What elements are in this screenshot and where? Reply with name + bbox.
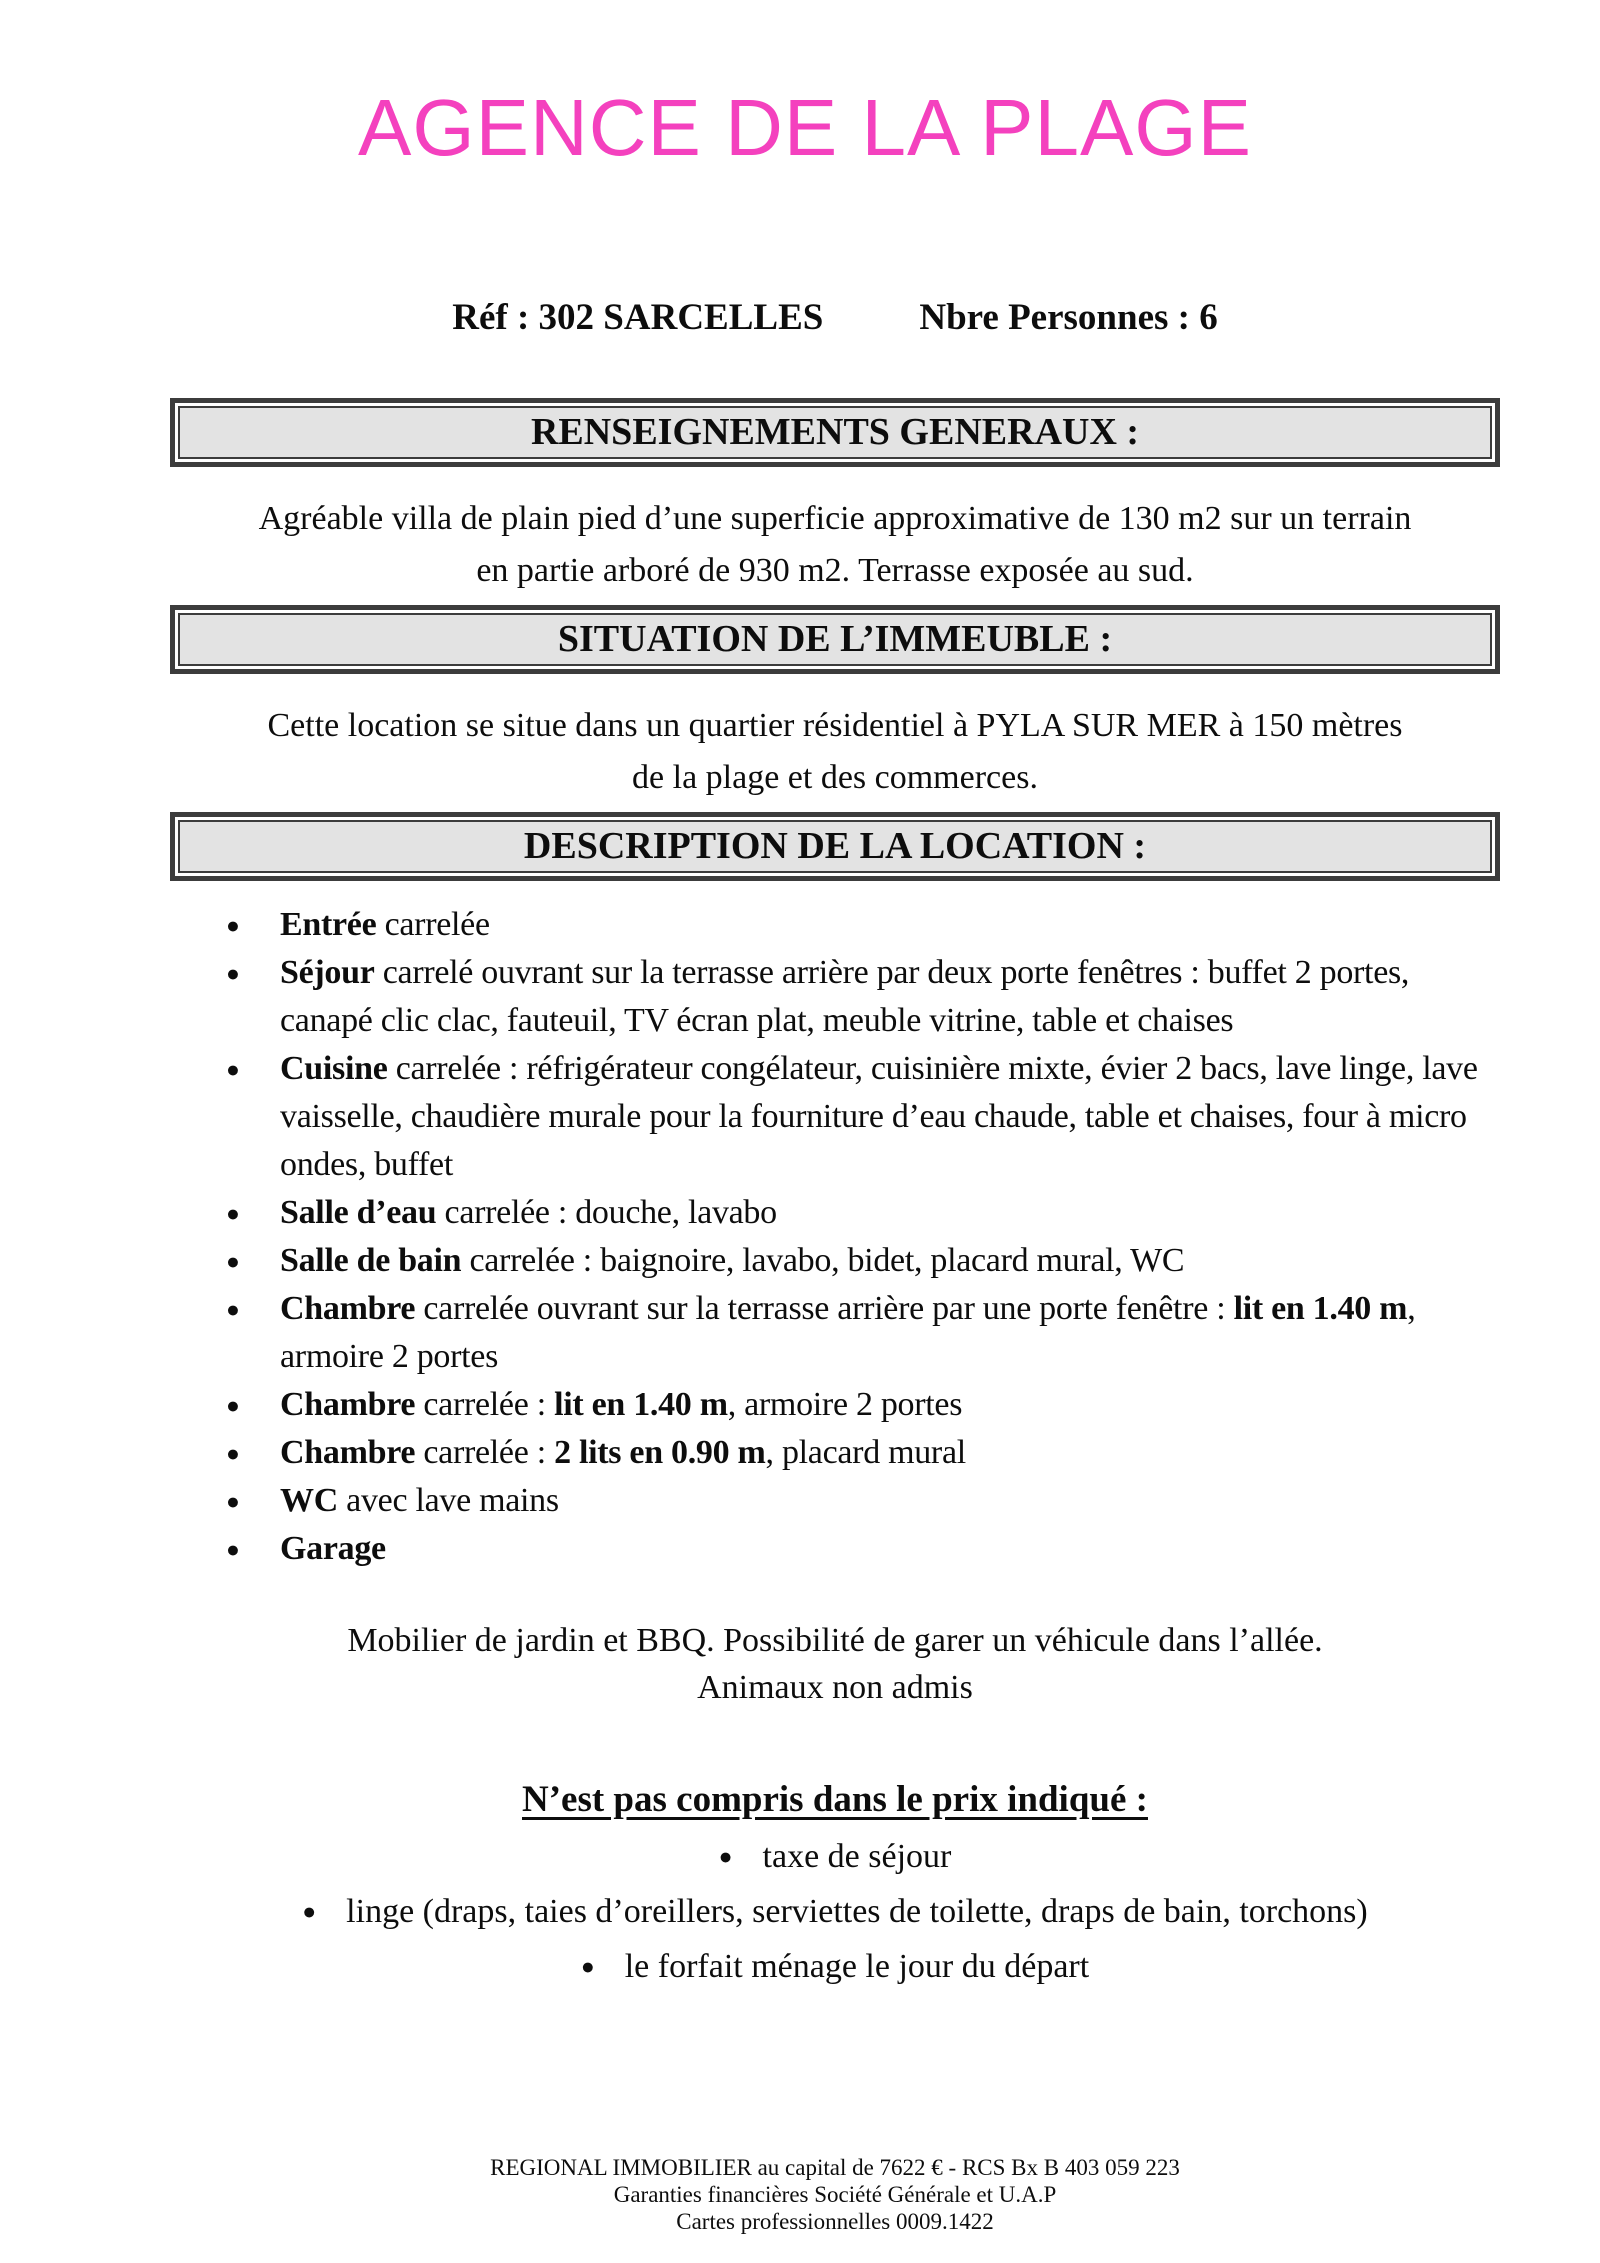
paragraph-line: en partie arboré de 930 m2. Terrasse exposée au sud. [476,552,1194,589]
not-included-list [170,1831,1500,1996]
description-list-item: ● Chambre carrelée : 2 lits en 0.90 m, placard mural [170,1429,1500,1477]
description-list-item: ● Entrée carrelée [170,901,1500,949]
paragraph-renseignements [170,493,1500,597]
section-heading-renseignements: RENSEIGNEMENTS GENERAUX : [170,398,1500,467]
section-heading-description: DESCRIPTION DE LA LOCATION : [170,812,1500,881]
description-list-item: ● Garage [170,1525,1500,1573]
description-list-item: ● Cuisine carrelée : réfrigérateur congélateur, cuisinière mixte, évier 2 bacs, lave linge, lave vaisselle, chaudière murale pour la fourniture d’eau chaude, table et chaises, four à micro ondes, buffet [170,1045,1500,1189]
not-included-item: ● taxe de séjour [170,1831,1500,1886]
description-list-item: ● WC avec lave mains [170,1477,1500,1525]
description-list [170,901,1500,1573]
footer-line: REGIONAL IMMOBILIER au capital de 7622 € - RCS Bx B 403 059 223 [490,2155,1180,2180]
description-list-item: ● Chambre carrelée : lit en 1.40 m, armoire 2 portes [170,1381,1500,1429]
reference-label: Réf : 302 SARCELLES [452,297,824,338]
not-included-heading: N’est pas compris dans le prix indiqué : [522,1779,1148,1820]
paragraph-line: Agréable villa de plain pied d’une superficie approximative de 130 m2 sur un terrain [258,500,1412,537]
persons-count-label: Nbre Personnes : 6 [919,297,1218,338]
not-included-item: ● linge (draps, taies d’oreillers, serviettes de toilette, draps de bain, torchons) [170,1886,1500,1941]
footer-line: Cartes professionnelles 0009.1422 [676,2209,994,2234]
footer [170,2154,1500,2235]
section-heading-situation: SITUATION DE L’IMMEUBLE : [170,605,1500,674]
description-list-item: ● Séjour carrelé ouvrant sur la terrasse arrière par deux porte fenêtres : buffet 2 portes, canapé clic clac, fauteuil, TV écran plat, meuble vitrine, table et chaises [170,949,1500,1045]
paragraph-line: de la plage et des commerces. [632,759,1038,796]
page-title: AGENCE DE LA PLAGE [358,83,1252,172]
description-list-item: ● Salle d’eau carrelée : douche, lavabo [170,1189,1500,1237]
reference-row [170,296,1500,340]
notes-line: Animaux non admis [697,1669,973,1706]
document-content [170,0,1500,2235]
not-included-item: ● le forfait ménage le jour du départ [170,1941,1500,1996]
footer-line: Garanties financières Société Générale et U.A.P [613,2182,1057,2207]
paragraph-line: Cette location se situe dans un quartier résidentiel à PYLA SUR MER à 150 mètres [267,707,1403,744]
description-list-item: ● Salle de bain carrelée : baignoire, lavabo, bidet, placard mural, WC [170,1237,1500,1285]
description-list-item: ● Chambre carrelée ouvrant sur la terrasse arrière par une porte fenêtre : lit en 1.40 m, armoire 2 portes [170,1285,1500,1381]
notes-line: Mobilier de jardin et BBQ. Possibilité de garer un véhicule dans l’allée. [347,1622,1323,1659]
notes-paragraph [170,1617,1500,1711]
paragraph-situation [170,700,1500,804]
